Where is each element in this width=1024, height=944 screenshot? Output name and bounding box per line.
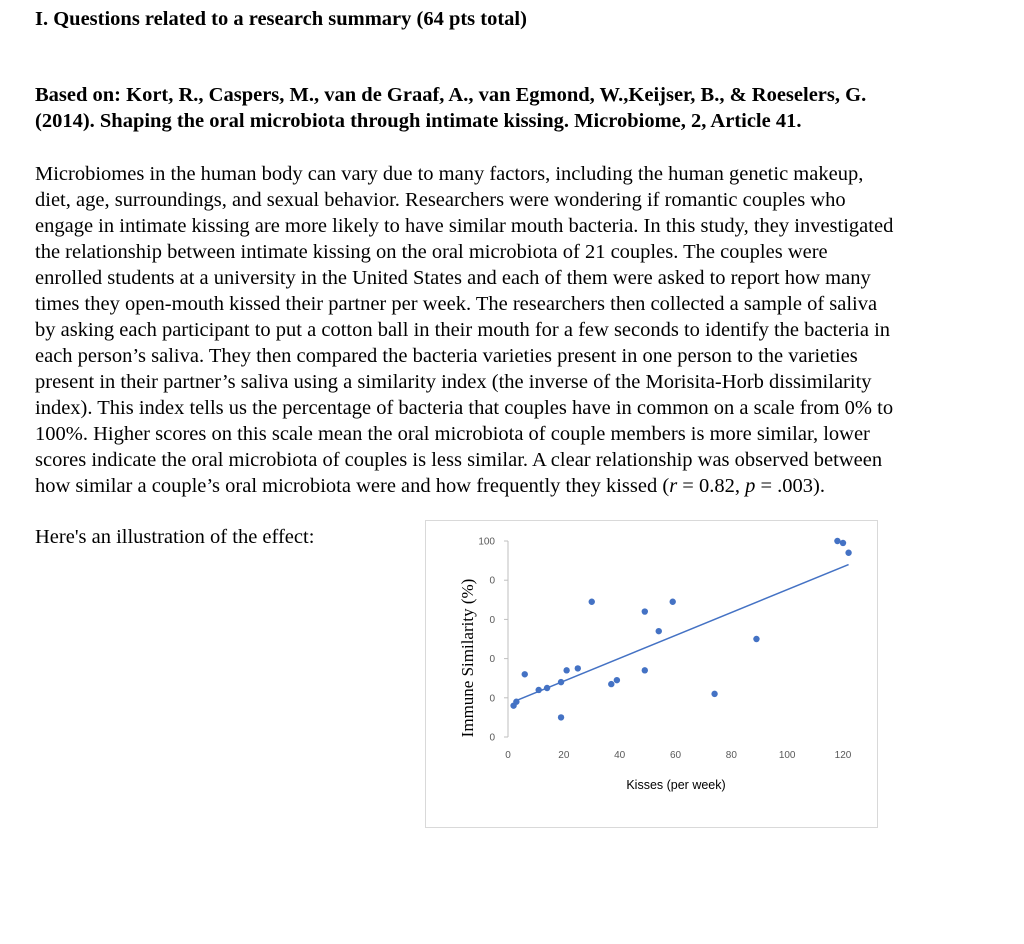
y-tick-label: 0	[489, 614, 495, 626]
data-point	[845, 550, 851, 556]
scatter-chart	[425, 520, 878, 828]
summary-paragraph	[35, 161, 1000, 499]
x-tick-label: 40	[614, 750, 626, 761]
summary-line: engage in intimate kissing are more likely to have similar mouth bacteria. In this study, they investigated	[35, 215, 894, 237]
x-tick-label: 20	[558, 750, 570, 761]
x-tick-label: 0	[505, 750, 511, 761]
y-tick-label: 0	[489, 693, 495, 705]
y-tick-label: 0	[489, 575, 495, 587]
p-value: = .003).	[755, 475, 825, 497]
data-point	[642, 608, 648, 614]
summary-line: enrolled students at a university in the United States and each of them were asked to report how many	[35, 267, 871, 289]
summary-line: scores indicate the oral microbiota of couples is less similar. A clear relationship was observed between	[35, 449, 883, 471]
citation	[35, 82, 995, 134]
x-tick-label: 80	[725, 750, 737, 761]
data-point	[834, 538, 840, 544]
summary-line: diet, age, surroundings, and sexual behavior. Researchers were wondering if romantic couples who	[35, 189, 846, 211]
summary-line: the relationship between intimate kissing on the oral microbiota of 21 couples. The couples were	[35, 241, 828, 263]
data-point	[656, 628, 662, 634]
r-value: = 0.82,	[677, 475, 746, 497]
summary-last-line	[35, 473, 1000, 499]
y-tick-label: 0	[489, 654, 495, 666]
data-point	[711, 691, 717, 697]
data-point	[642, 667, 648, 673]
x-axis-label: Kisses (per week)	[626, 778, 726, 792]
data-point	[589, 599, 595, 605]
data-point	[840, 540, 846, 546]
data-point	[522, 671, 528, 677]
summary-line: Microbiomes in the human body can vary due to many factors, including the human genetic makeup,	[35, 163, 864, 185]
y-axis-label: Immune Similarity (%)	[458, 578, 477, 738]
data-point	[558, 679, 564, 685]
y-tick-label: 100	[478, 536, 495, 548]
summary-last-line-text: how similar a couple’s oral microbiota were and how frequently they kissed (	[35, 475, 670, 497]
y-tick-label: 0	[489, 732, 495, 744]
x-tick-label: 60	[669, 750, 682, 761]
data-point	[563, 667, 569, 673]
data-point	[575, 665, 581, 671]
citation-line-2: (2014). Shaping the oral microbiota through intimate kissing. Microbiome, 2, Article 41.	[35, 110, 802, 132]
summary-line: by asking each participant to put a cotton ball in their mouth for a few seconds to identify the bacteria in	[35, 319, 891, 341]
data-point	[670, 599, 676, 605]
summary-line: times they open-mouth kissed their partner per week. The researchers then collected a sample of saliva	[35, 293, 878, 315]
x-tick-label: 100	[778, 750, 796, 761]
p-symbol: p	[745, 475, 756, 497]
data-point	[558, 714, 564, 720]
section-heading: I. Questions related to a research summary (64 pts total)	[35, 8, 527, 30]
data-point	[753, 636, 759, 642]
data-point	[536, 687, 542, 693]
summary-line: index). This index tells us the percentage of bacteria that couples have in common on a scale from 0% to	[35, 397, 894, 419]
r-symbol: r	[669, 475, 678, 497]
summary-line: each person’s saliva. They then compared the bacteria varieties present in one person to the varieties	[35, 345, 858, 367]
illustration-label: Here's an illustration of the effect:	[35, 526, 315, 548]
data-point	[614, 677, 620, 683]
citation-line-1: Based on: Kort, R., Caspers, M., van de Graaf, A., van Egmond, W.,Keijser, B., & Roeselers, G.	[35, 84, 867, 106]
scatter-chart-svg	[426, 521, 879, 829]
summary-line: present in their partner’s saliva using a similarity index (the inverse of the Morisita-Horb dissimilarity	[35, 371, 872, 393]
data-point	[513, 699, 519, 705]
x-tick-label: 120	[834, 750, 852, 761]
data-point	[544, 685, 550, 691]
data-point	[608, 681, 614, 687]
summary-line: 100%. Higher scores on this scale mean the oral microbiota of couple members is more similar, lower	[35, 423, 870, 445]
